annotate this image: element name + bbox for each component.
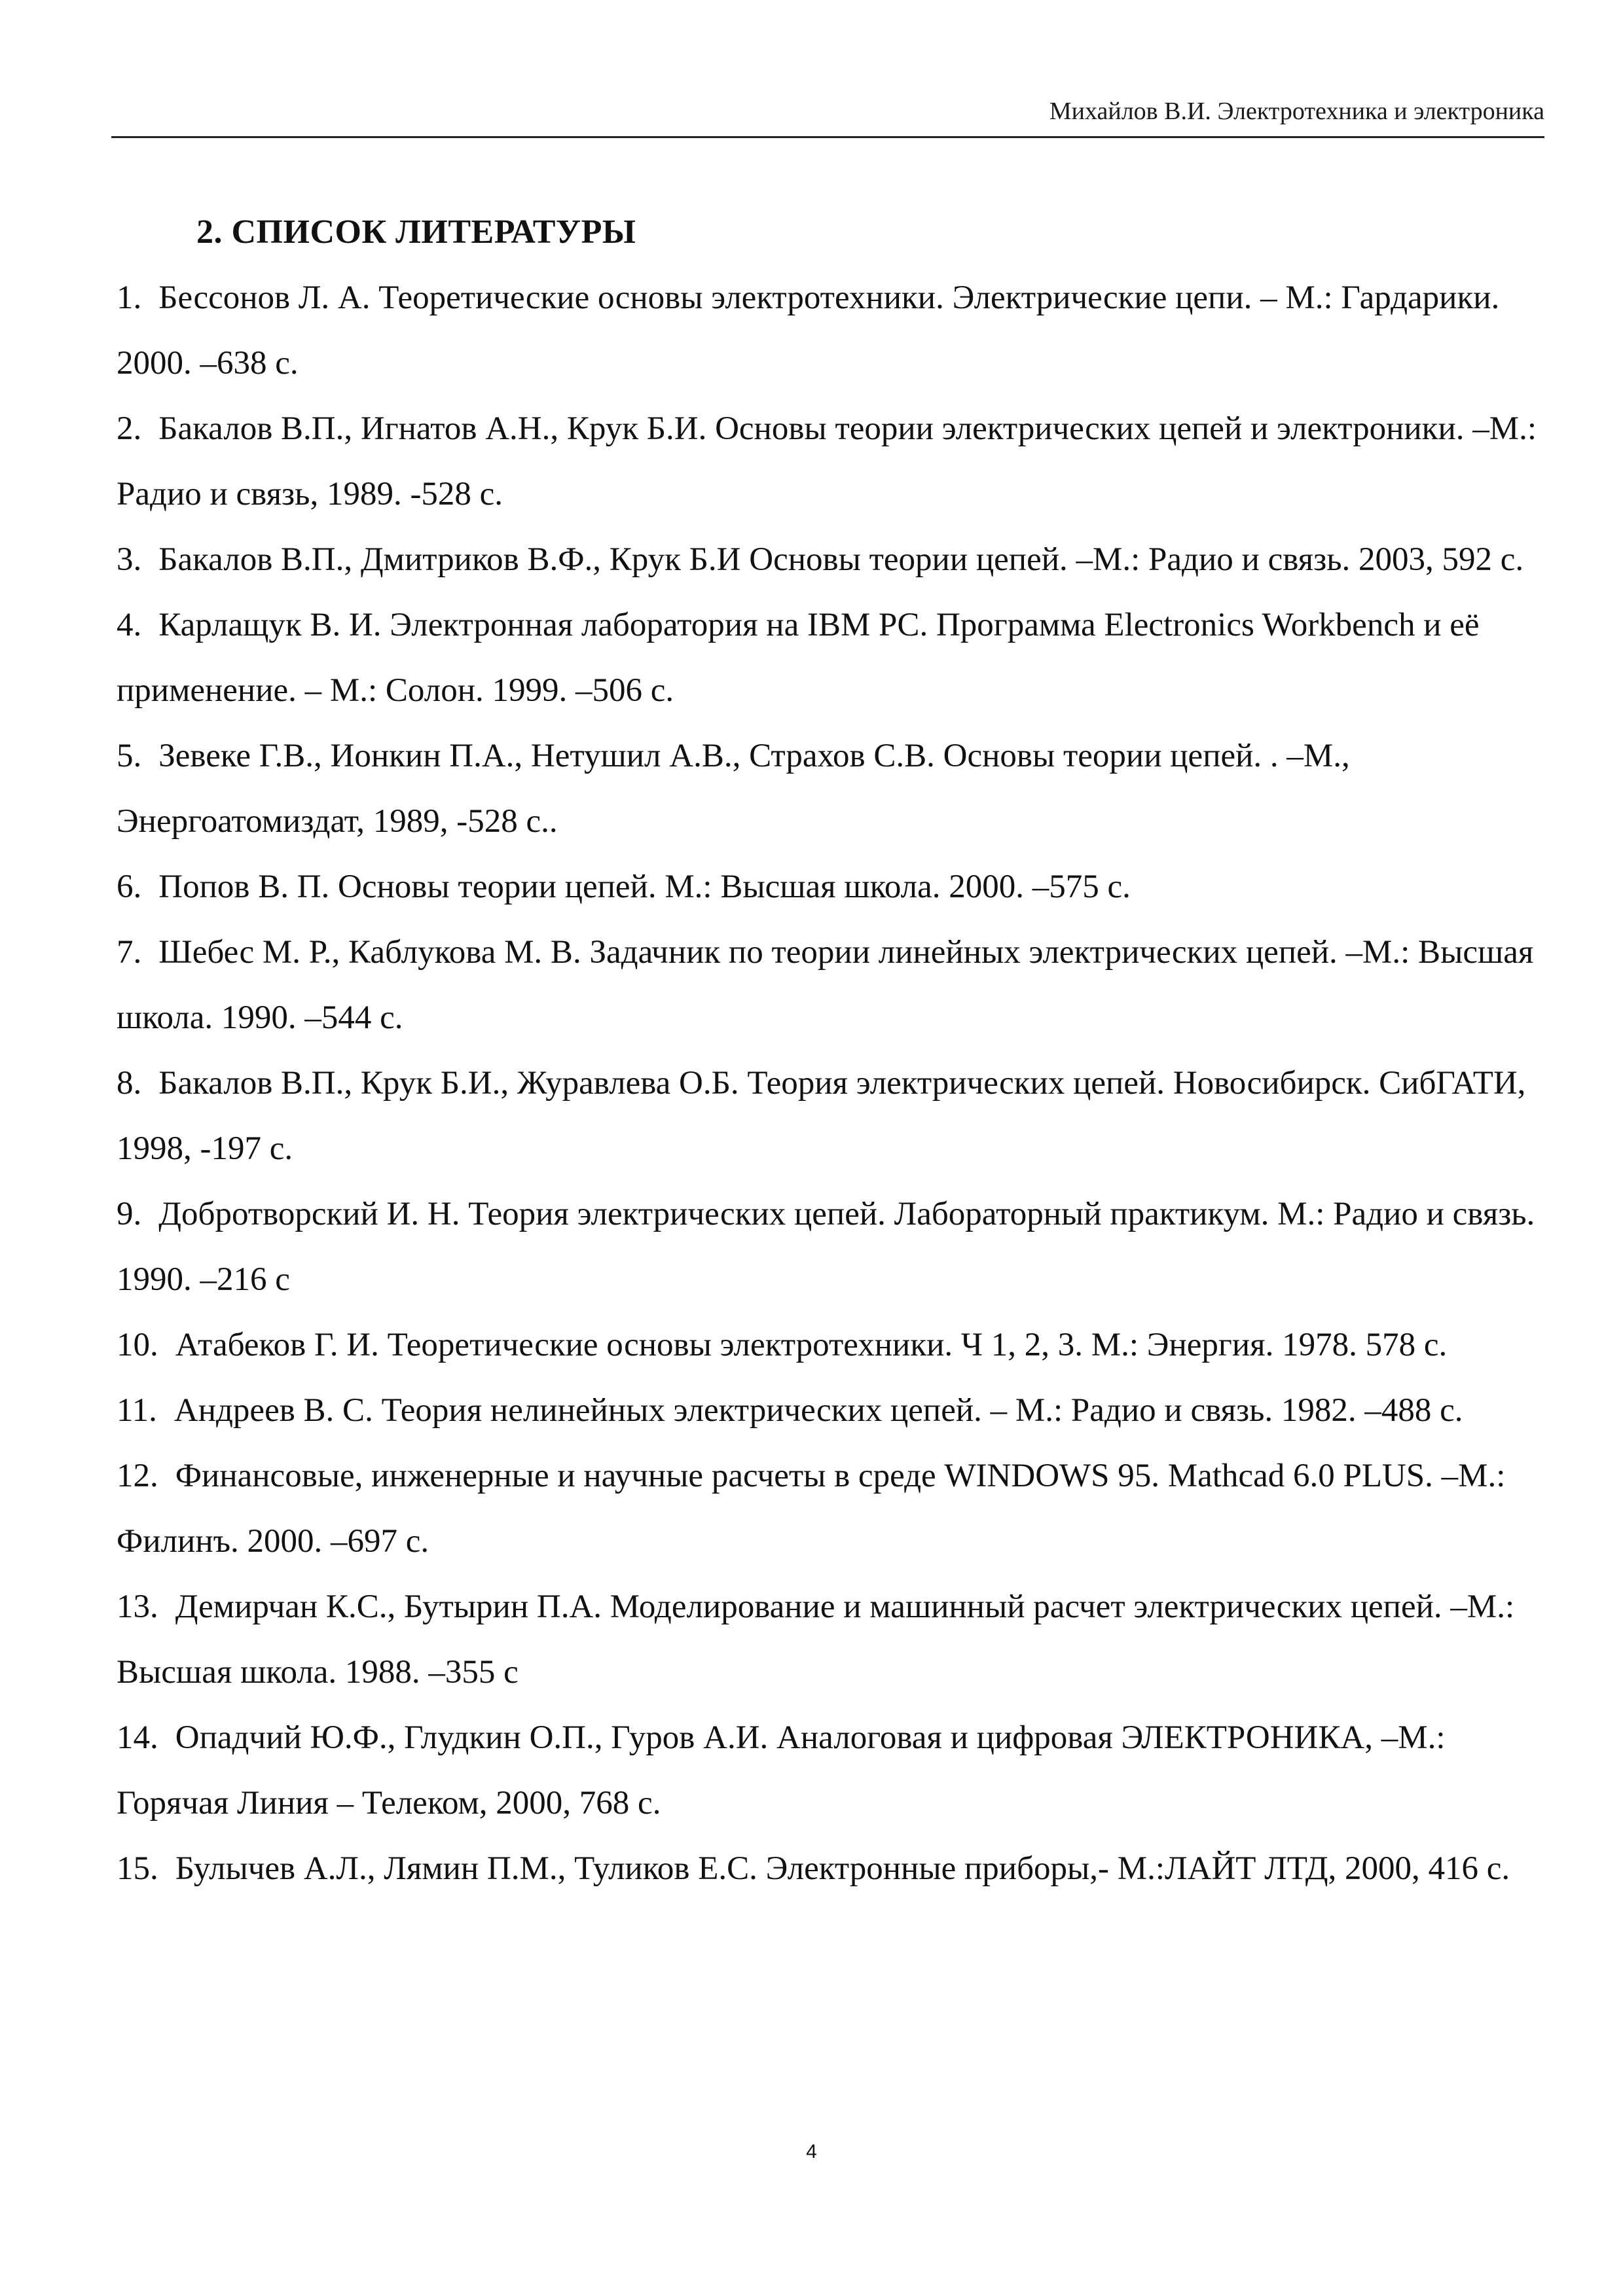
reference-text: Опадчий Ю.Ф., Глудкин О.П., Гуров А.И. Аналоговая и цифровая ЭЛЕКТРОНИКА, –М.: Горячая Линия – Телеком, 2000, 768 с.	[117, 1719, 1446, 1821]
reference-text: Бессонов Л. А. Теоретические основы электротехники. Электрические цепи. – М.: Гардарики. 2000. –638 с.	[117, 279, 1500, 382]
reference-number: 1.	[117, 279, 142, 316]
reference-item	[117, 527, 1544, 592]
reference-item	[117, 1312, 1544, 1378]
reference-number: 6.	[117, 869, 142, 905]
reference-item	[117, 396, 1544, 527]
reference-number: 4.	[117, 607, 142, 643]
page-number: 4	[806, 2141, 817, 2162]
reference-text: Попов В. П. Основы теории цепей. М.: Высшая школа. 2000. –575 с.	[158, 869, 1131, 905]
reference-text: Добротворский И. Н. Теория электрических цепей. Лабораторный практикум. М.: Радио и связь. 1990. –216 с	[117, 1196, 1535, 1298]
reference-number: 9.	[117, 1196, 142, 1232]
reference-item	[117, 854, 1544, 920]
reference-list	[117, 265, 1544, 1901]
reference-item	[117, 1836, 1544, 1901]
reference-number: 5.	[117, 738, 142, 774]
reference-number: 10.	[117, 1327, 158, 1363]
reference-text: Финансовые, инженерные и научные расчеты в среде WINDOWS 95. Mathcad 6.0 PLUS. –М.: Филинъ. 2000. –697 с.	[117, 1458, 1506, 1560]
reference-item	[117, 1574, 1544, 1705]
reference-item	[117, 920, 1544, 1050]
reference-text: Демирчан К.С., Бутырин П.А. Моделирование и машинный расчет электрических цепей. –М.: Высшая школа. 1988. –355 с	[117, 1588, 1515, 1691]
reference-number: 12.	[117, 1458, 158, 1494]
reference-text: Зевеке Г.В., Ионкин П.А., Нетушил А.В., Страхов С.В. Основы теории цепей. . –М., Энергоатомиздат, 1989, -528 с..	[117, 738, 1350, 840]
reference-text: Атабеков Г. И. Теоретические основы электротехники. Ч 1, 2, 3. М.: Энергия. 1978. 578 с.	[175, 1327, 1448, 1363]
reference-item	[117, 1378, 1544, 1443]
reference-item	[117, 265, 1544, 396]
header-divider	[111, 136, 1544, 138]
reference-text: Бакалов В.П., Игнатов А.Н., Крук Б.И. Основы теории электрических цепей и электроники. –М.: Радио и связь, 1989. -528 с.	[117, 410, 1537, 512]
reference-text: Бакалов В.П., Крук Б.И., Журавлева О.Б. Теория электрических цепей. Новосибирск. СибГАТИ, 1998, -197 с.	[117, 1065, 1526, 1167]
section-title: 2. СПИСОК ЛИТЕРАТУРЫ	[196, 213, 636, 251]
reference-item	[117, 1050, 1544, 1181]
reference-item	[117, 1705, 1544, 1836]
reference-item	[117, 1443, 1544, 1574]
reference-number: 15.	[117, 1850, 158, 1887]
reference-text: Андреев В. С. Теория нелинейных электрических цепей. – М.: Радио и связь. 1982. –488 с.	[173, 1392, 1463, 1429]
reference-text: Шебес М. Р., Каблукова М. В. Задачник по теории линейных электрических цепей. –М.: Высшая школа. 1990. –544 с.	[117, 934, 1534, 1036]
reference-number: 3.	[117, 541, 142, 578]
reference-number: 14.	[117, 1719, 158, 1756]
reference-number: 7.	[117, 934, 142, 971]
running-header: Михайлов В.И. Электротехника и электроника	[1049, 98, 1544, 125]
reference-text: Бакалов В.П., Дмитриков В.Ф., Крук Б.И Основы теории цепей. –М.: Радио и связь. 2003, 592 с.	[158, 541, 1524, 578]
reference-number: 13.	[117, 1588, 158, 1625]
reference-text: Карлащук В. И. Электронная лаборатория на IBM PC. Программа Electronics Workbench и её применение. – М.: Солон. 1999. –506 с.	[117, 607, 1480, 709]
reference-number: 8.	[117, 1065, 142, 1102]
reference-text: Булычев А.Л., Лямин П.М., Туликов Е.С. Электронные приборы,- М.:ЛАЙТ ЛТД, 2000, 416 с.	[175, 1850, 1510, 1887]
reference-item	[117, 723, 1544, 854]
reference-item	[117, 1181, 1544, 1312]
reference-number: 11.	[117, 1392, 157, 1429]
reference-item	[117, 592, 1544, 723]
reference-number: 2.	[117, 410, 142, 447]
